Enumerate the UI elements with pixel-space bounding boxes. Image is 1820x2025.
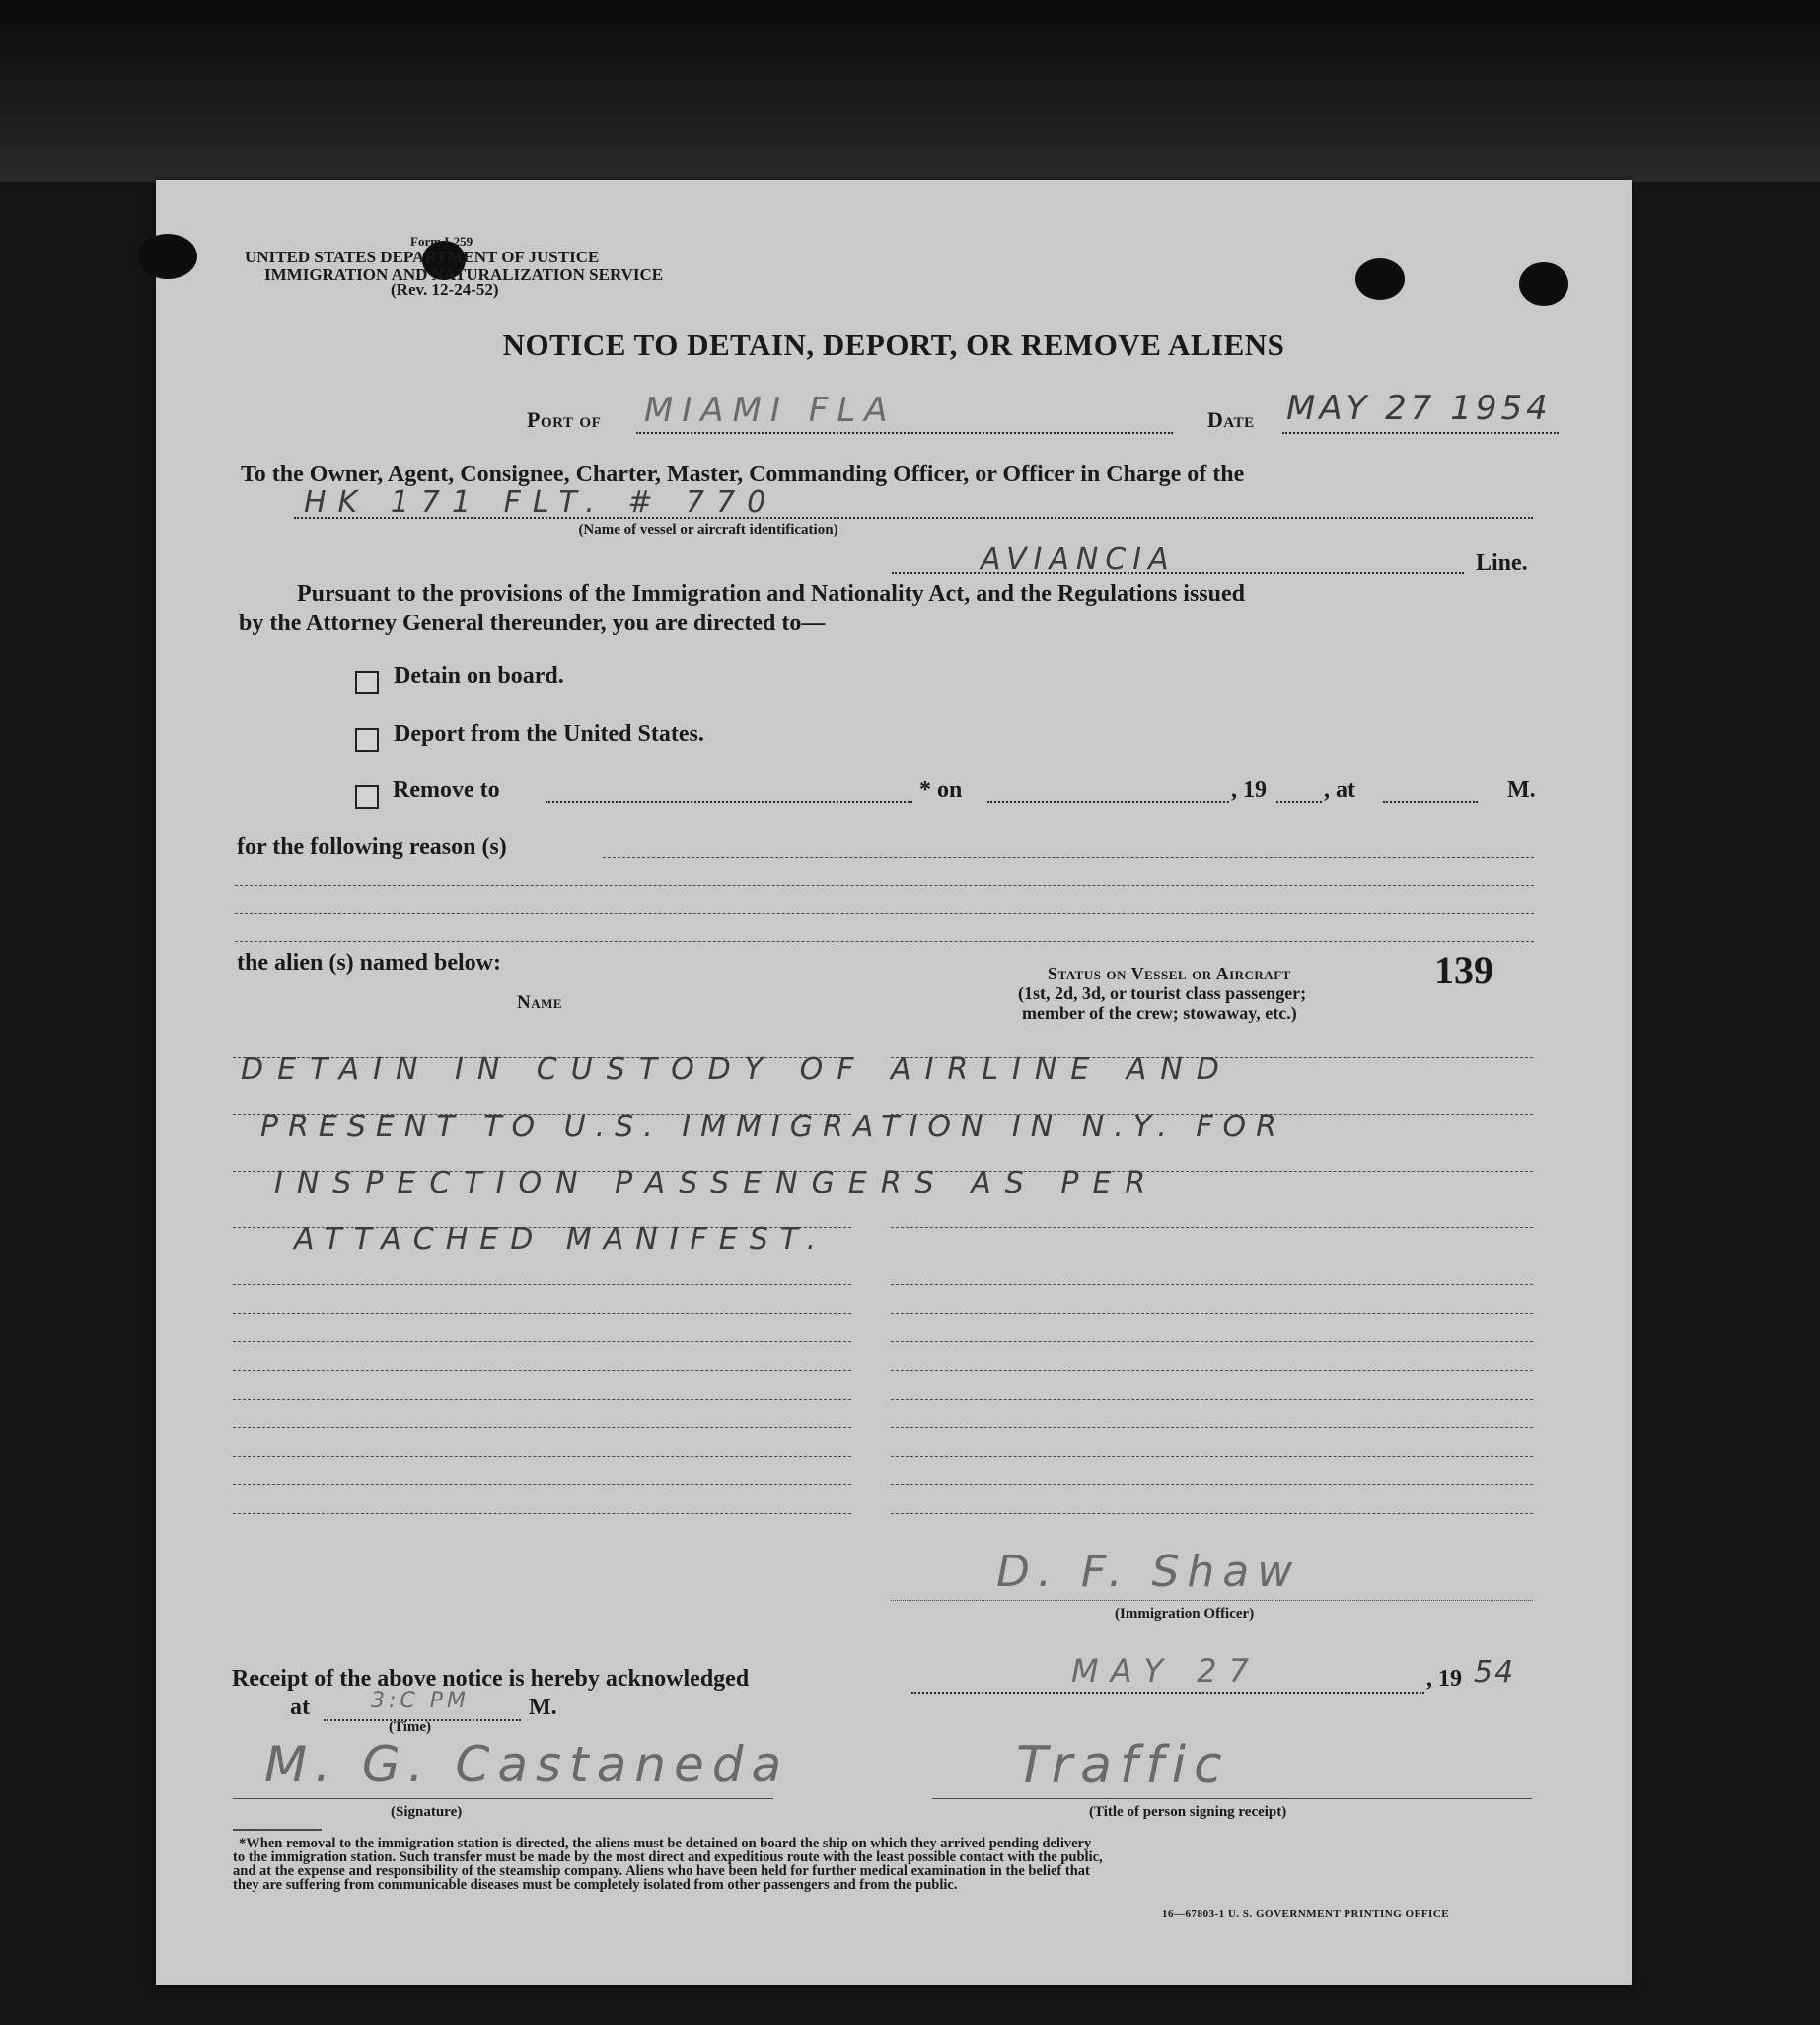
printer-imprint: 16—67803-1 U. S. GOVERNMENT PRINTING OFFICE [1162, 1908, 1450, 1919]
footnote-rule [233, 1829, 322, 1831]
receipt-title-value: Traffic [1016, 1736, 1230, 1795]
footnote-line-3: and at the expense and responsibility of the steamship company. Aliens who have been held for further medical examination in the belief that [233, 1863, 1090, 1879]
form-number: Form I-259 [410, 234, 473, 249]
alien-status-line[interactable] [891, 1370, 1533, 1371]
deport-checkbox[interactable] [355, 728, 379, 752]
alien-name-line[interactable] [233, 1456, 851, 1457]
alien-status-line[interactable] [891, 1484, 1533, 1485]
receipt-at-label: at [290, 1695, 310, 1720]
receipt-time-caption: (Time) [389, 1719, 432, 1735]
line-label: Line. [1476, 550, 1528, 576]
alien-name-line[interactable] [233, 1484, 851, 1485]
officer-caption: (Immigration Officer) [1115, 1606, 1255, 1622]
service-line: IMMIGRATION AND NATURALIZATION SERVICE [264, 265, 664, 284]
detain-option-label: Detain on board. [394, 663, 564, 688]
remove-option-label: Remove to [393, 777, 500, 803]
alien-name-line[interactable] [233, 1513, 851, 1514]
receipt-time-value: 3:C PM [371, 1689, 471, 1713]
alien-status-line[interactable] [891, 1399, 1533, 1400]
alien-status-line[interactable] [891, 1456, 1533, 1457]
remove-m-label: M. [1507, 777, 1536, 803]
reason-line[interactable] [235, 941, 1534, 942]
remove-year-line[interactable] [1276, 801, 1322, 803]
alien-name-line[interactable] [233, 1399, 851, 1400]
alien-status-line[interactable] [891, 1227, 1533, 1228]
receipt-signature-caption: (Signature) [391, 1804, 463, 1820]
page-title: NOTICE TO DETAIN, DEPORT, OR REMOVE ALIENS [502, 327, 1285, 362]
receipt-text: Receipt of the above notice is hereby acknowledged [232, 1666, 750, 1692]
status-subtext-2: member of the crew; stowaway, etc.) [1022, 1003, 1297, 1023]
department-line: UNITED STATES DEPARTMENT OF JUSTICE [245, 248, 600, 266]
punch-hole [1355, 258, 1405, 300]
alien-status-line[interactable] [891, 1313, 1533, 1314]
date-label: Date [1207, 407, 1255, 432]
vessel-caption: (Name of vessel or aircraft identification) [578, 522, 838, 538]
handwritten-line-3: INSPECTION PASSENGERS AS PER [274, 1166, 1160, 1200]
scan-background [0, 0, 1820, 182]
status-subtext-1: (1st, 2d, 3d, or tourist class passenger; [1018, 983, 1307, 1003]
alien-status-line[interactable] [891, 1513, 1533, 1514]
revision-date: (Rev. 12-24-52) [391, 280, 499, 299]
alien-status-line[interactable] [891, 1284, 1533, 1285]
remove-date-line[interactable] [987, 801, 1229, 803]
handwritten-line-4: ATTACHED MANIFEST. [294, 1222, 829, 1257]
receipt-title-caption: (Title of person signing receipt) [1089, 1804, 1287, 1820]
receipt-title-line [932, 1798, 1532, 1799]
form-sheet [156, 180, 1632, 1985]
punch-hole [138, 234, 197, 279]
name-column-header: Name [517, 992, 563, 1013]
receipt-signature: M. G. Castaneda [264, 1736, 790, 1793]
line-company-line [892, 572, 1464, 574]
addressee-text: To the Owner, Agent, Consignee, Charter, Master, Commanding Officer, or Officer in Charge of the [241, 462, 1245, 487]
alien-name-line[interactable] [233, 1370, 851, 1371]
reasons-label: for the following reason (s) [237, 834, 507, 860]
handwritten-line-1: DETAIN IN CUSTODY OF AIRLINE AND [241, 1052, 1233, 1087]
footnote-line-1: *When removal to the immigration station is directed, the aliens must be detained on board the ship on which they arrived pending delivery [239, 1836, 1092, 1851]
deport-option-label: Deport from the United States. [394, 721, 704, 747]
pursuant-line-1: Pursuant to the provisions of the Immigration and Nationality Act, and the Regulations issued [297, 581, 1245, 607]
reason-line[interactable] [235, 885, 1534, 886]
remove-year-label: , 19 [1231, 777, 1267, 803]
date-line [1282, 432, 1559, 434]
pursuant-line-2: by the Attorney General thereunder, you are directed to— [239, 611, 826, 636]
receipt-year-prefix: , 19 [1426, 1666, 1462, 1692]
receipt-year-value: 54 [1474, 1655, 1516, 1690]
officer-signature-line [891, 1600, 1533, 1601]
alien-status-line[interactable] [891, 1427, 1533, 1428]
remove-destination-line[interactable] [546, 801, 912, 803]
remove-time-line[interactable] [1383, 801, 1478, 803]
reason-line[interactable] [235, 913, 1534, 914]
footnote-line-4: they are suffering from communicable diseases must be completely isolated from other passengers and from the public. [233, 1877, 958, 1893]
receipt-m-label: M. [529, 1695, 557, 1720]
alien-name-line[interactable] [233, 1341, 851, 1342]
alien-name-line[interactable] [233, 1427, 851, 1428]
immigration-officer-signature: D. F. Shaw [996, 1547, 1301, 1597]
detain-checkbox[interactable] [355, 671, 379, 694]
receipt-signature-line [233, 1798, 773, 1799]
port-line [636, 432, 1173, 434]
punch-hole [1519, 262, 1568, 306]
receipt-date-line[interactable] [911, 1692, 1424, 1694]
remove-on-label: * on [919, 777, 963, 803]
aliens-label: the alien (s) named below: [237, 950, 501, 976]
status-column-header: Status on Vessel or Aircraft [1048, 964, 1291, 983]
line-company-value: AVIANCIA [981, 542, 1176, 577]
reason-line[interactable] [603, 857, 1534, 858]
remove-at-label: , at [1324, 777, 1355, 803]
alien-name-line[interactable] [233, 1284, 851, 1285]
port-value: MIAMI FLA [644, 391, 897, 430]
remove-checkbox[interactable] [355, 785, 379, 809]
vessel-value: HK 171 FLT. # 770 [304, 485, 778, 520]
document-number: 139 [1434, 948, 1493, 992]
alien-status-line[interactable] [891, 1341, 1533, 1342]
alien-name-line[interactable] [233, 1313, 851, 1314]
receipt-date-value: MAY 27 [1071, 1652, 1261, 1690]
date-value: MAY 27 1954 [1286, 389, 1552, 428]
handwritten-line-2: PRESENT TO U.S. IMMIGRATION IN N.Y. FOR [260, 1110, 1286, 1144]
footnote-line-2: to the immigration station. Such transfer must be made by the most direct and expeditious route with the least possible contact with the public, [233, 1849, 1103, 1865]
port-label: Port of [527, 407, 602, 432]
